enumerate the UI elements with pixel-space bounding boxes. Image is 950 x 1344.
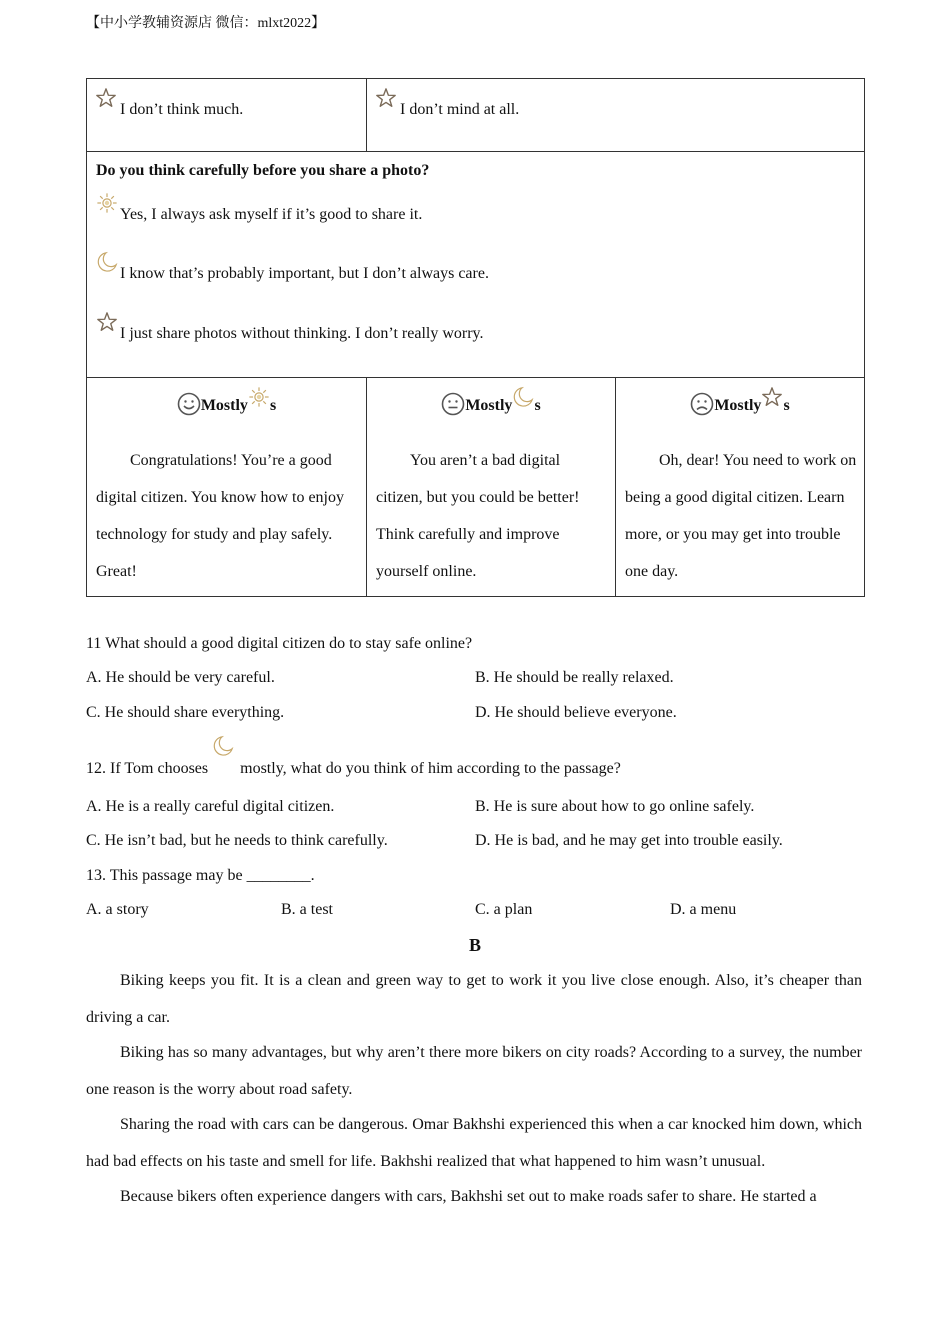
passage-paragraph: Biking has so many advantages, but why aren’t there more bikers on city roads? According to a survey, the number one reason is the worry about road safety.	[86, 1044, 862, 1098]
result-cell	[616, 378, 865, 597]
question-12-stem-post: mostly, what do you think of him according to the passage?	[240, 760, 621, 777]
result-heading	[616, 386, 864, 416]
moon-icon	[96, 251, 118, 273]
question-13-option-a: A. a story	[86, 901, 149, 918]
answer-option-text: I don’t mind at all.	[400, 101, 520, 118]
moon-icon	[512, 386, 534, 408]
moon-icon	[212, 735, 234, 757]
sad-face-icon	[690, 392, 714, 416]
star-icon	[95, 87, 117, 109]
question-12-option-b: B. He is sure about how to go online safely.	[475, 798, 755, 815]
answer-option-cell	[87, 79, 367, 152]
result-heading-word: Mostly	[714, 397, 762, 414]
happy-face-icon	[177, 392, 201, 416]
result-text	[376, 442, 609, 590]
result-heading-word: Mostly	[465, 397, 513, 414]
question-11-option-a: A. He should be very careful.	[86, 669, 275, 686]
passage-paragraph: Because bikers often experience dangers with cars, Bakhshi set out to make roads safer to share. He started a	[120, 1188, 817, 1205]
star-icon	[375, 87, 397, 109]
question-13-stem: 13. This passage may be ________.	[86, 867, 315, 884]
question-11-option-c: C. He should share everything.	[86, 704, 285, 721]
result-heading-word: Mostly	[200, 397, 248, 414]
quiz-option-text: I know that’s probably important, but I don’t always care.	[120, 265, 489, 282]
sun-icon	[248, 386, 270, 408]
question-12-option-a: A. He is a really careful digital citizen.	[86, 798, 335, 815]
result-heading-suffix: s	[534, 397, 541, 414]
quiz-option-text: Yes, I always ask myself if it’s good to share it.	[120, 206, 423, 223]
result-heading-suffix: s	[783, 397, 790, 414]
question-11-stem: 11 What should a good digital citizen do to stay safe online?	[86, 635, 473, 652]
passage-paragraph: Biking keeps you fit. It is a clean and green way to get to work it you live close enough. Also, it’s cheaper than driving a car.	[86, 972, 862, 1026]
result-text-content: Congratulations! You’re a good digital citizen. You know how to enjoy technology for study and play safely. Great!	[96, 452, 344, 580]
quiz-question-cell	[87, 152, 865, 378]
quiz-option-text: I just share photos without thinking. I don’t really worry.	[120, 325, 484, 342]
quiz-table	[86, 78, 865, 597]
question-12-stem	[86, 751, 621, 778]
answer-option-cell	[367, 79, 865, 152]
question-13-option-d: D. a menu	[670, 901, 737, 918]
page-header: 【中小学教辅资源店 微信：mlxt2022】	[86, 16, 326, 31]
question-13-option-b: B. a test	[281, 901, 333, 918]
result-heading	[87, 386, 366, 416]
question-12-option-c: C. He isn’t bad, but he needs to think carefully.	[86, 832, 388, 849]
question-11-option-d: D. He should believe everyone.	[475, 704, 677, 721]
result-text-content: You aren’t a bad digital citizen, but you could be better! Think carefully and improve yourself online.	[376, 452, 580, 580]
answer-option-text: I don’t think much.	[120, 101, 244, 118]
result-text	[625, 442, 858, 590]
question-11-option-b: B. He should be really relaxed.	[475, 669, 674, 686]
result-cell	[367, 378, 616, 597]
quiz-question-title: Do you think carefully before you share a photo?	[96, 162, 430, 179]
question-12-option-d: D. He is bad, and he may get into trouble easily.	[475, 832, 783, 849]
question-13-option-c: C. a plan	[475, 901, 533, 918]
result-text	[96, 442, 360, 590]
star-icon	[761, 386, 783, 408]
result-text-content: Oh, dear! You need to work on being a good digital citizen. Learn more, or you may get into trouble one day.	[625, 452, 857, 580]
passage-paragraph: Sharing the road with cars can be dangerous. Omar Bakhshi experienced this when a car knocked him down, which had bad effects on his taste and smell for life. Bakhshi realized that what happened to him wasn’t unusual.	[86, 1116, 862, 1170]
result-heading-suffix: s	[269, 397, 277, 414]
section-heading: B	[468, 935, 481, 955]
result-heading	[367, 386, 615, 416]
question-12-stem-pre: 12. If Tom chooses	[86, 760, 209, 777]
result-cell	[87, 378, 367, 597]
neutral-face-icon	[441, 392, 465, 416]
sun-icon	[96, 192, 118, 214]
star-icon	[96, 311, 118, 333]
